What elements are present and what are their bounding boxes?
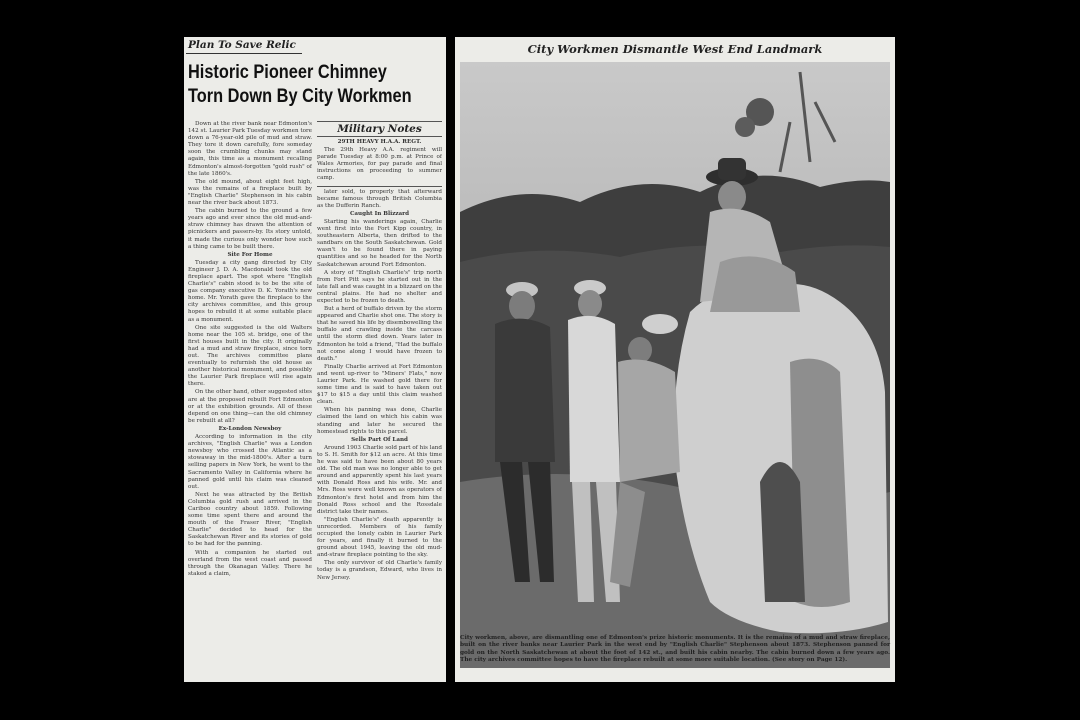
paragraph: The 29th Heavy A.A. regiment will parade Tuesday at 8:00 p.m. at Prince of Wales Armories, for pay parade and final instructions on proceeding to summer camp.	[317, 147, 442, 182]
paragraph: But a herd of buffalo driven by the storm appeared and Charlie shot one. The story is that he saved his life by disembowelling the buffalo and crawling inside the carcass until the storm died down. Years later in Edmonton he told a friend, "Had the buffalo not come along I would have frozen to death."	[317, 306, 442, 362]
paragraph: Next he was attracted by the British Columbia gold rush and arrived in the Cariboo country about 1859. Following some time spent there and around the mouth of the Fraser River, "English Charlie" decided to head for the Saskatchewan River and its stories of gold to be had for the panning.	[188, 491, 312, 548]
paragraph: Finally Charlie arrived at Fort Edmonton and went up-river to "Miners' Flats," now Laurier Park. He washed gold there for some time and is said to have taken out $17 to $15 a day until this claim washed clean.	[317, 363, 442, 406]
paragraph: The old mound, about eight feet high, was the remains of a fireplace built by "English Charlie" Stephenson in his cabin near the river back about 1873.	[188, 178, 312, 207]
article-clipping	[184, 37, 446, 682]
paragraph: One site suggested is the old Walters home near the 105 st. bridge, one of the first houses built in the city. It originally had a mud and straw fireplace, since torn out. The archives committee plans eventually to refurnish the old house as another historical monument, and possibly the Laurier Park fireplace will rise again there.	[188, 324, 312, 388]
headline-line-2: Torn Down By City Workmen	[188, 86, 412, 107]
photo-illustration	[460, 62, 890, 668]
article-column-2	[317, 121, 442, 679]
photo-title: City Workmen Dismantle West End Landmark	[527, 42, 823, 56]
photo-clipping	[455, 37, 895, 682]
paragraph: Starting his wanderings again, Charlie went first into the Fort Kipp country, in southeastern Alberta, then drifted to the sandbars on the South Saskatchewan. Gold wasn't to be found there in paying quantities and so he headed for the North Saskatchewan around Fort Edmonton.	[317, 218, 442, 268]
subheading: Caught In Blizzard	[349, 210, 410, 217]
military-notes-box	[317, 121, 442, 187]
article-headline	[188, 61, 446, 109]
subheading: Site For Home	[227, 251, 273, 258]
paragraph: According to information in the city archives, "English Charlie" was a London newsboy who crossed the Atlantic as a stowaway in the mid-1800's. After a turn selling papers in New York, he went to the Sacramento Valley in California where he panned gold until his claim was cleaned out.	[188, 434, 312, 490]
paragraph: later sold, to properly that afterward became famous through British Columbia as the Dufferin Ranch.	[317, 188, 442, 209]
paragraph: Down at the river bank near Edmonton's 142 st. Laurier Park Tuesday workmen tore down a 76-year-old pile of mud and straw. They tore it down carefully, fore someday soon the crumbling chunks may stand again, this time as a monument recalling Edmonton's almost-forgotten "gold rush" of the late 1860's.	[188, 121, 312, 177]
paragraph: The cabin burned to the ground a few years ago and ever since the old mud-and-straw chimney has drawn the attention of picnickers and passers-by. Its story untold, it made the curious only wonder how such a thing came to be built there.	[188, 208, 312, 250]
paragraph: A story of "English Charlie's" trip north from Fort Pitt says he started out in the late fall and was caught in a blizzard on the central plains. He had no shelter and expected to be frozen to death.	[317, 269, 442, 304]
article-column-1	[188, 121, 312, 679]
photo-caption: City workmen, above, are dismantling one of Edmonton's prize historic monuments. It is the remains of a mud and straw fireplace, built on the river banks near Laurier Park in the west end by "English Charlie" Stephenson about 1873. Stephenson panned for gold on the North Saskatchewan at about the foot of 142 st., and built his cabin nearby. The cabin burned down a few years ago. The city archives committee hopes to have the fireplace rebuilt at some more suitable location. (See story on Page 12).	[460, 635, 890, 663]
paragraph: Around 1903 Charlie sold part of his land to S. H. Smith for $12 an acre. At this time he was said to have been about 80 years old. The old man was no longer able to get around and apparently spent his last years with Donald Ross and his wife. Mr. and Mrs. Ross were well known as operators of Edmonton's first hotel and from him the Donald Ross school and the Rossdale district take their names.	[317, 444, 442, 515]
paragraph: The only survivor of old Charlie's family today is a grandson, Edward, who lives in New Jersey.	[317, 560, 442, 581]
article-kicker: Plan To Save Relic	[186, 39, 302, 54]
subheading: Ex-London Newsboy	[218, 425, 282, 432]
article-column-2-body	[317, 189, 442, 582]
subheading: 29TH HEAVY H.A.A. REGT.	[337, 139, 422, 145]
paragraph: "English Charlie's" death apparently is unrecorded. Members of his family occupied the lonely cabin in Laurier Park for years, and finally it burned to the ground about 1945, leaving the old mud-and-straw fireplace pointing to the sky.	[317, 516, 442, 559]
military-notes-body	[317, 139, 442, 183]
paragraph: Tuesday a city gang directed by City Engineer J. D. A. Macdonald took the old fireplace apart. The spot where "English Charlie's" cabin stood is to be the site of gas company executive D. K. Yorath's new home. Mr. Yorath gave the fireplace to the city archives committee, and this group hopes to rebuild it at some suitable place as a monument.	[188, 259, 312, 323]
military-notes-title: Military Notes	[317, 121, 442, 137]
paragraph: On the other hand, other suggested sites are at the proposed rebuilt Fort Edmonton or at the exhibition grounds. All of these depend on one thing—can the old chimney be rebuilt at all?	[188, 389, 312, 424]
paragraph: When his panning was done, Charlie claimed the land on which his cabin was standing and later he secured the homestead rights to this parcel.	[317, 407, 442, 435]
paragraph: With a companion he started out overland from the west coast and passed through the Okanagan Valley. There he staked a claim,	[188, 549, 312, 577]
workmen-photo	[460, 62, 890, 668]
subheading: Sells Part Of Land	[351, 436, 408, 443]
headline-line-1: Historic Pioneer Chimney	[188, 62, 387, 83]
